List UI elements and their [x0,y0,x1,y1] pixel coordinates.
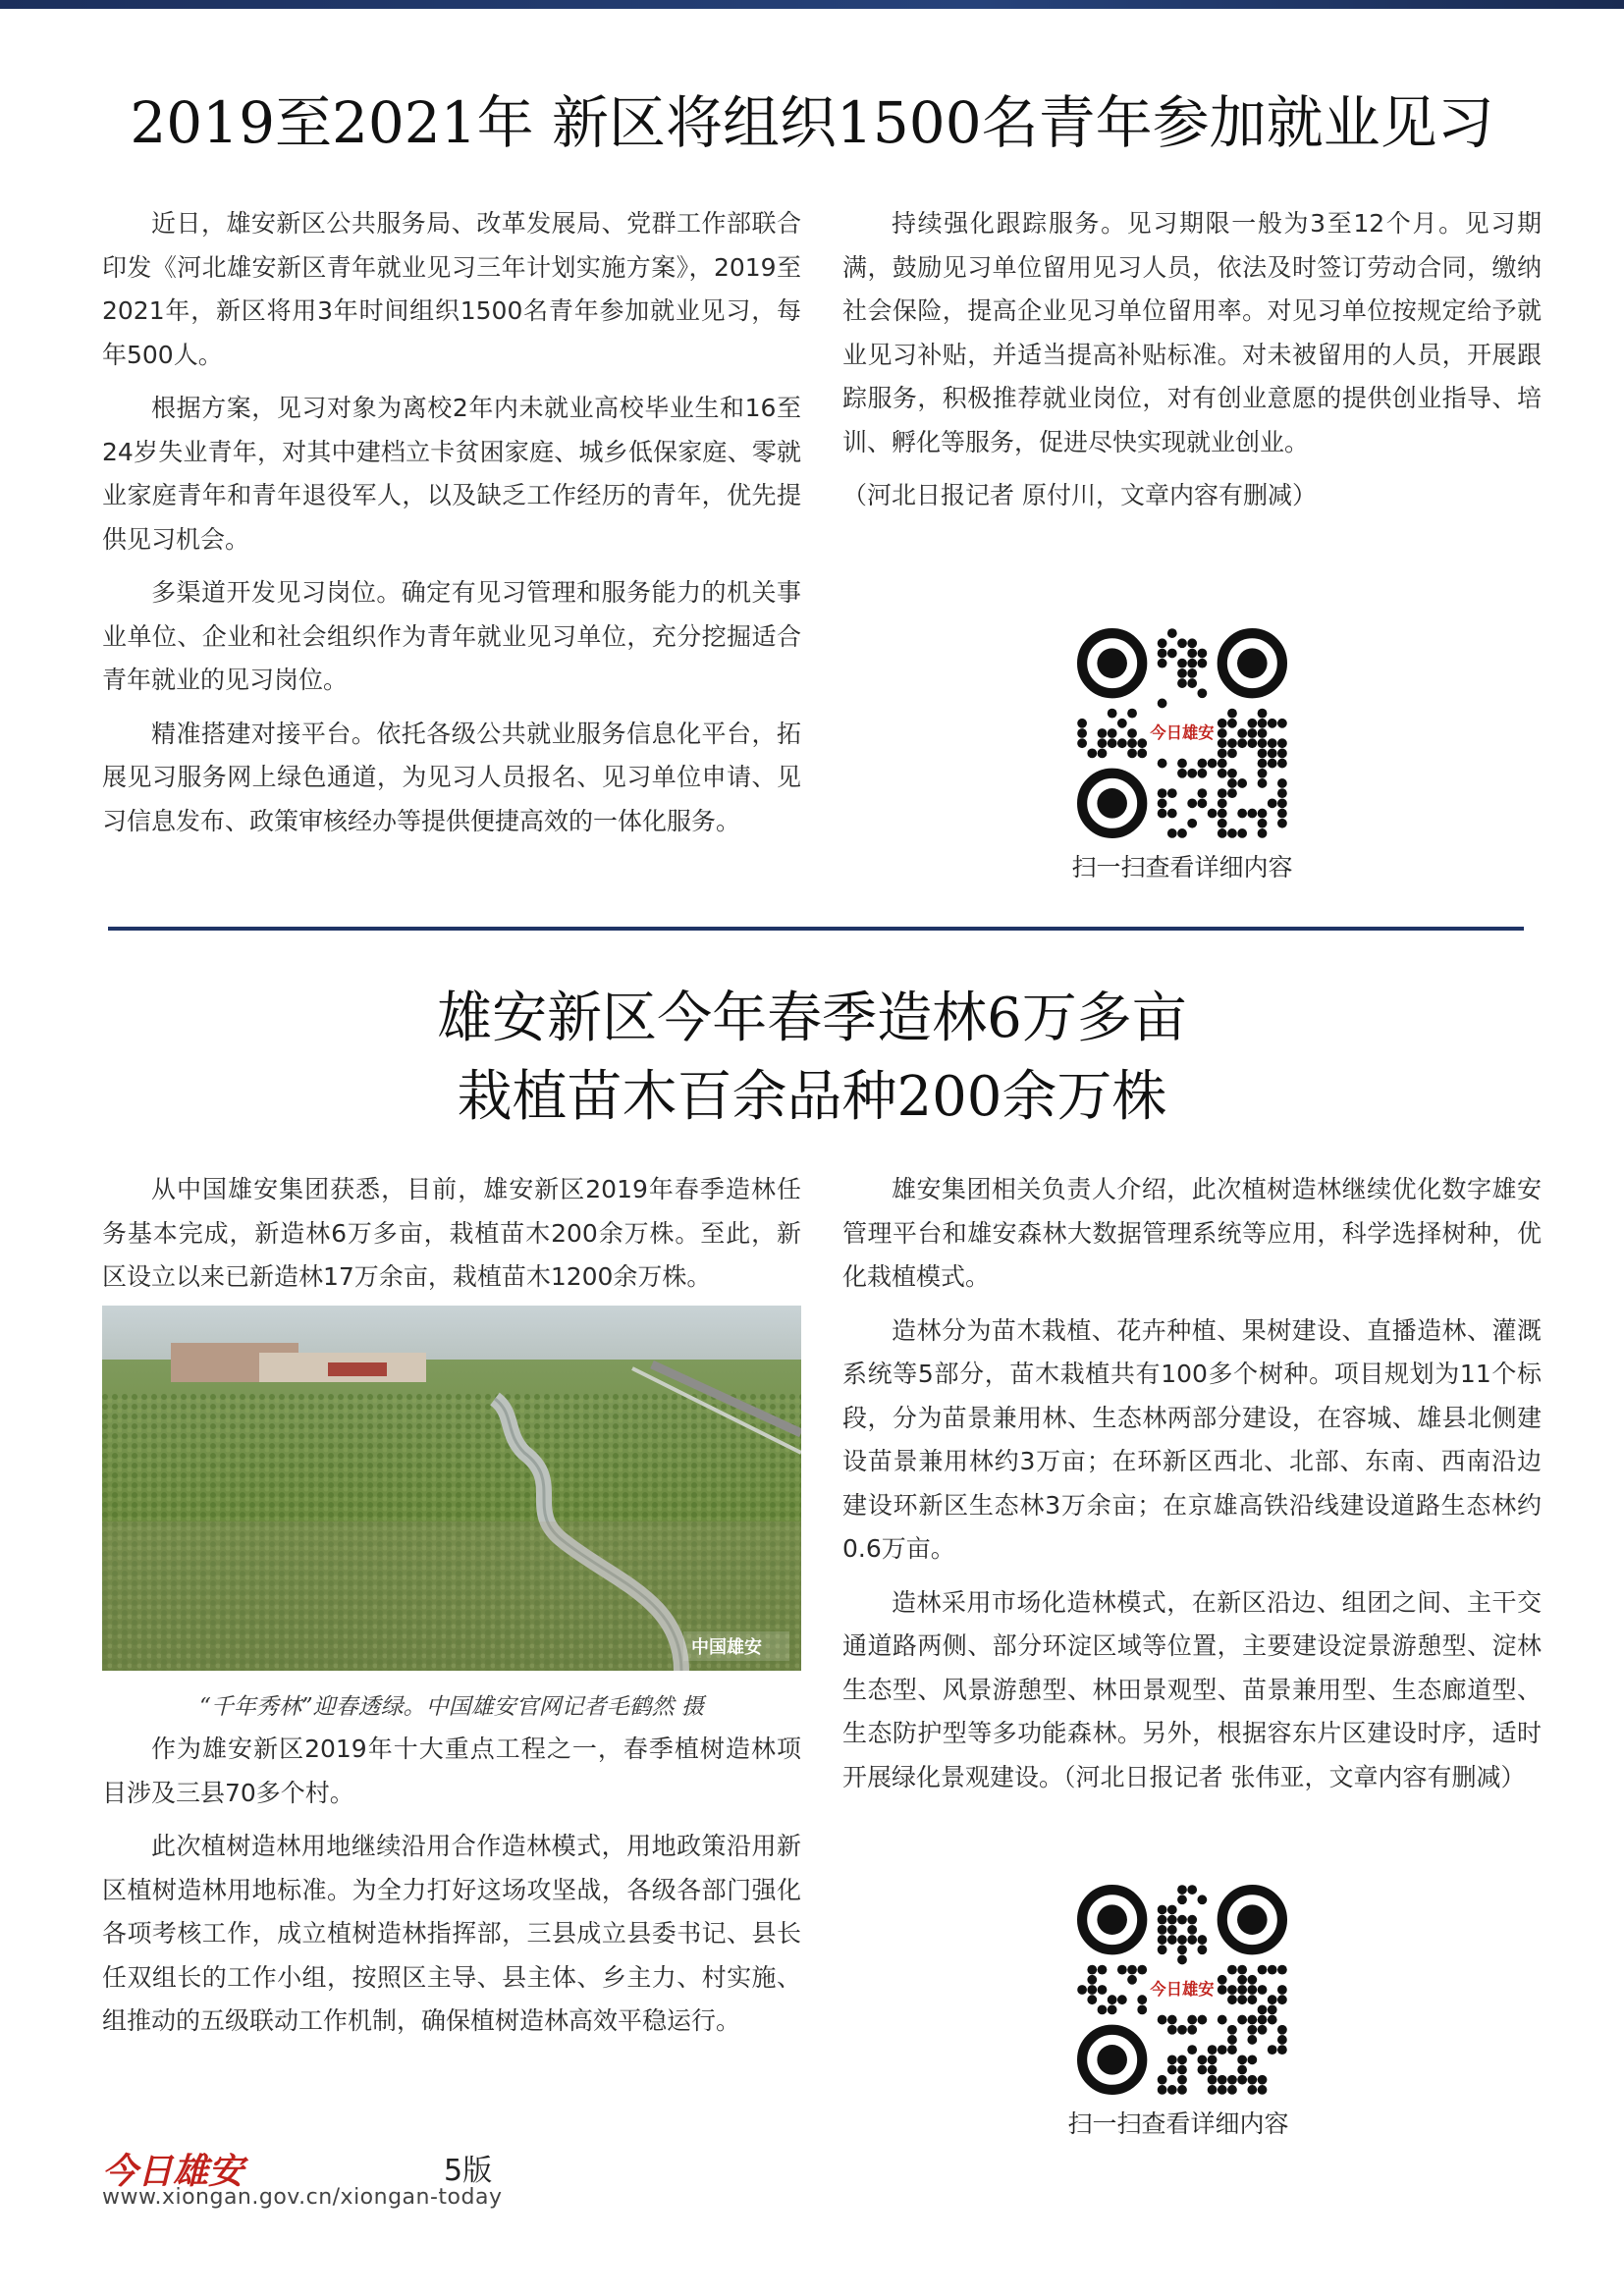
qr-module [1177,759,1187,769]
qr-module [1218,769,1227,778]
qr-finder-dot [1097,788,1127,819]
qr-module [1187,2045,1197,2055]
qr-module [1158,1935,1167,1945]
qr-module [1277,778,1287,788]
qr-module [1077,738,1087,748]
article2-title [0,980,1624,1137]
qr-module [1197,2015,1207,2025]
qr-module [1258,778,1268,788]
qr-module [1218,738,1227,748]
page-number: 5版 [444,2154,493,2188]
qr-module [1098,748,1108,758]
qr-module [1187,1925,1197,1935]
qr-module [1197,788,1207,798]
qr-module [1247,2055,1257,2064]
qr-module [1247,1995,1257,2004]
article2-paragraph: 雄安集团相关负责人介绍，此次植树造林继续优化数字雄安管理平台和雄安森林大数据管理系统等应用，科学选择树种，优化栽植模式。 [842,1175,1542,1291]
qr-module [1268,2045,1277,2055]
top-color-bar [0,0,1624,9]
qr-finder-dot [1237,1904,1268,1935]
article1-paragraph: 根据方案，见习对象为离校2年内未就业高校毕业生和16至24岁失业青年，对其中建档立卡贫困家庭、城乡低保家庭、零就业家庭青年和青年退役军人，以及缺乏工作经历的青年，优先提供见习机会。 [102,394,801,554]
article2-paragraph: 作为雄安新区2019年十大重点工程之一，春季植树造林项目涉及三县70多个村。 [102,1735,801,1807]
qr-module [1218,748,1227,758]
qr-module [1197,2055,1207,2064]
qr-module [1177,1915,1187,1925]
qr-module [1158,2085,1167,2095]
article2-title-line2: 栽植苗木百余品种200余万株 [457,1065,1167,1129]
article1-paragraph: 近日，雄安新区公共服务局、改革发展局、党群工作部联合印发《河北雄安新区青年就业见习三年计划实施方案》，2019至2021年，新区将用3年时间组织1500名青年参加就业见习，每年500人。 [102,209,801,369]
section-divider [108,927,1524,931]
qr-module [1218,828,1227,838]
qr-module [1177,2075,1187,2085]
qr-module [1268,798,1277,808]
qr-finder-dot [1237,648,1268,678]
qr-module [1077,719,1087,728]
qr-module [1117,1965,1127,1975]
qr-module [1268,2015,1277,2025]
qr-module [1158,798,1167,808]
qr-module [1208,809,1218,819]
qr-module [1098,2004,1108,2014]
qr-module [1237,1985,1247,1995]
qr-module [1237,1995,1247,2004]
qr-module [1218,788,1227,798]
qr-module [1177,668,1187,678]
qr-module [1137,1965,1147,1975]
qr-module [1218,2085,1227,2095]
qr-module [1137,748,1147,758]
article1-qr-code[interactable] [1077,628,1287,838]
qr-module [1187,2025,1197,2035]
qr-module [1227,2025,1237,2035]
qr-module [1177,659,1187,668]
qr-module [1197,1895,1207,1904]
qr-module [1258,2004,1268,2014]
qr-module [1277,2035,1287,2045]
qr-module [1127,709,1137,719]
qr-module [1158,2075,1167,2085]
qr-module [1098,1965,1108,1975]
qr-module [1167,2025,1177,2035]
article1-paragraph: 精准搭建对接平台。依托各级公共就业服务信息化平台，拓展见习服务网上绿色通道，为见习人员报名、见习单位申请、见习信息发布、政策审核经办等提供便捷高效的一体化服务。 [102,719,801,835]
article1-paragraph: 持续强化跟踪服务。见习期限一般为3至12个月。见习期满，鼓励见习单位留用见习人员，依法及时签订劳动合同，缴纳社会保险，提高企业见习单位留用率。对见习单位按规定给予就业见习补贴，并适当提高补贴标准。对未被留用的人员，开展跟踪服务，积极推荐就业岗位，对有创业意愿的提供创业指导、培训、孵化等服务，促进尽快实现就业创业。 [842,209,1542,456]
qr-module [1187,638,1197,648]
article2-paragraph: 此次植树造林用地继续沿用合作造林模式，用地政策沿用新区植树造林用地标准。为全力打好这场攻坚战，各级各部门强化各项考核工作，成立植树造林指挥部，三县成立县委书记、县长任双组长的工作小组，按照区主导、县主体、乡主力、村实施、组推动的五级联动工作机制，确保植树造林高效平稳运行。 [102,1832,801,2035]
qr-module [1127,1975,1137,1985]
qr-module [1237,809,1247,819]
qr-module [1268,738,1277,748]
qr-module [1167,809,1177,819]
qr-module [1268,2004,1277,2014]
qr-module [1227,769,1237,778]
qr-module [1158,649,1167,659]
qr-module [1277,809,1287,819]
article1-qr-caption: 扫一扫查看详细内容 [1071,853,1293,881]
qr-module [1167,1915,1177,1925]
qr-module [1258,769,1268,778]
qr-module [1258,828,1268,838]
qr-module [1237,1965,1247,1975]
qr-module [1258,2075,1268,2085]
qr-module [1117,1995,1127,2004]
forest-photo [102,1306,801,1671]
qr-module [1187,668,1197,678]
qr-module [1167,2015,1177,2025]
qr-module [1227,719,1237,728]
qr-module [1237,728,1247,738]
qr-module [1277,1965,1287,1975]
photo-caption: “千年秀林”迎春透绿。中国雄安官网记者毛鹤然 摄 [199,1694,704,1720]
qr-module [1218,728,1227,738]
qr-module [1197,688,1207,698]
qr-module [1077,728,1087,738]
qr-module [1187,649,1197,659]
qr-module [1177,1935,1187,1945]
qr-module [1208,2045,1218,2055]
qr-module [1187,819,1197,828]
qr-module [1237,828,1247,838]
qr-module [1087,1975,1097,1985]
article2-intro [102,1168,801,1309]
qr-module [1258,809,1268,819]
qr-module [1158,788,1167,798]
qr-module [1227,748,1237,758]
qr-module [1087,1985,1097,1995]
qr-module [1227,1995,1237,2004]
qr-module [1247,719,1257,728]
qr-module [1218,2015,1227,2025]
qr-module [1277,819,1287,828]
qr-module [1197,798,1207,808]
qr-module [1177,2085,1187,2095]
qr-module [1208,759,1218,769]
qr-module [1258,2085,1268,2095]
qr-module [1177,1895,1187,1904]
qr-module [1158,638,1167,648]
qr-module [1227,778,1237,788]
qr-center-label: 今日雄安 [1150,1980,1215,2000]
qr-module [1277,1995,1287,2004]
qr-module [1177,1885,1187,1895]
article1-right-column [842,202,1542,528]
qr-module [1127,738,1137,748]
qr-module [1237,778,1247,788]
qr-module [1108,1995,1117,2004]
qr-module [1177,769,1187,778]
qr-module [1158,759,1167,769]
qr-module [1158,1945,1167,1954]
qr-module [1208,2075,1218,2085]
qr-module [1247,2075,1257,2085]
qr-module [1197,759,1207,769]
qr-module [1177,638,1187,648]
qr-module [1227,738,1237,748]
qr-module [1187,678,1197,688]
qr-module [1218,809,1227,819]
qr-module [1187,1935,1197,1945]
article2-qr-code[interactable] [1077,1885,1287,2095]
qr-module [1258,738,1268,748]
article1-credit: （河北日报记者 原付川，文章内容有删减） [842,481,1317,509]
qr-module [1237,2075,1247,2085]
qr-module [1177,2055,1187,2064]
qr-module [1187,1915,1197,1925]
qr-module [1098,728,1108,738]
qr-module [1098,1985,1108,1995]
qr-module [1258,2015,1268,2025]
qr-module [1197,2065,1207,2075]
qr-module [1187,769,1197,778]
qr-module [1258,748,1268,758]
qr-module [1167,828,1177,838]
qr-module [1258,719,1268,728]
qr-module [1247,809,1257,819]
qr-module [1208,2065,1218,2075]
qr-module [1098,738,1108,748]
qr-module [1087,1995,1097,2004]
qr-module [1167,788,1177,798]
qr-module [1237,2015,1247,2025]
footer-url[interactable]: www.xiongan.gov.cn/xiongan-today [102,2185,503,2210]
article2-intro-paragraph: 从中国雄安集团获悉，目前，雄安新区2019年春季造林任务基本完成，新造林6万多亩，栽植苗木200余万株。至此，新区设立以来已新造林17万余亩，栽植苗木1200余万株。 [102,1175,801,1291]
qr-module [1167,2065,1177,2075]
qr-module [1177,678,1187,688]
qr-module [1187,2015,1197,2025]
qr-module [1158,1925,1167,1935]
qr-module [1218,798,1227,808]
article2-paragraph: 造林分为苗木栽植、花卉种植、果树建设、直播造林、灌溉系统等5部分，苗木栽植共有100多个树种。项目规划为11个标段，分为苗景兼用林、生态林两部分建设，在容城、雄县北侧建设苗景兼用林约3万亩；在环新区西北、北部、东南、西南沿边建设环新区生态林3万余亩；在京雄高铁沿线建设道路生态林约0.6万亩。 [842,1315,1542,1563]
qr-module [1258,1965,1268,1975]
qr-module [1247,738,1257,748]
qr-module [1258,709,1268,719]
qr-finder-dot [1097,1904,1127,1935]
qr-module [1277,2025,1287,2035]
qr-module [1277,748,1287,758]
qr-module [1117,738,1127,748]
qr-module [1108,728,1117,738]
qr-module [1227,2085,1237,2095]
qr-module [1167,1905,1177,1915]
qr-module [1227,788,1237,798]
forest-photo-image [102,1306,801,1671]
qr-module [1077,1985,1087,1995]
qr-module [1158,699,1167,709]
qr-module [1277,719,1287,728]
qr-finder-dot [1097,2045,1127,2075]
qr-module [1247,728,1257,738]
qr-module [1167,2085,1177,2095]
qr-module [1208,2055,1218,2064]
qr-module [1247,2025,1257,2035]
qr-module [1208,2085,1218,2095]
qr-module [1127,1965,1137,1975]
qr-module [1127,748,1137,758]
qr-module [1108,738,1117,748]
qr-module [1237,738,1247,748]
qr-module [1197,1945,1207,1954]
qr-module [1087,748,1097,758]
qr-module [1247,2085,1257,2095]
qr-module [1247,2015,1257,2025]
qr-module [1167,1925,1177,1935]
qr-module [1197,659,1207,668]
qr-module [1258,2025,1268,2035]
qr-module [1197,649,1207,659]
qr-module [1177,2025,1187,2035]
qr-module [1218,2045,1227,2055]
qr-module [1247,1975,1257,1985]
qr-module [1137,1995,1147,2004]
qr-module [1227,709,1237,719]
qr-module [1167,2055,1177,2064]
qr-module [1237,2065,1247,2075]
qr-module [1187,798,1197,808]
article2-paragraph: 造林采用市场化造林模式，在新区沿边、组团之间、主干交通道路两侧、部分环淀区域等位置，主要建设淀景游憩型、淀林生态型、风景游憩型、林田景观型、苗景兼用型、生态廊道型、生态防护型等多功能森林。另外，根据容东片区建设时序，适时开展绿化景观建设。（河北日报记者 张伟亚，文章内容有删减） [842,1587,1542,1791]
qr-module [1268,748,1277,758]
article2-qr-caption: 扫一扫查看详细内容 [1067,2109,1289,2138]
qr-module [1227,2075,1237,2085]
qr-module [1137,738,1147,748]
qr-module [1108,709,1117,719]
qr-module [1277,1985,1287,1995]
qr-module [1227,828,1237,838]
qr-module [1177,828,1187,838]
article2-left-column [102,1728,801,2054]
qr-module [1227,2045,1237,2055]
qr-module [1158,2015,1167,2025]
qr-module [1087,1965,1097,1975]
qr-module [1237,2055,1247,2064]
qr-module [1177,1945,1187,1954]
qr-module [1277,788,1287,798]
qr-module [1218,759,1227,769]
qr-module [1227,1985,1237,1995]
qr-module [1237,1975,1247,1985]
qr-module [1197,1935,1207,1945]
qr-module [1158,659,1167,668]
qr-module [1158,1905,1167,1915]
footer-logo: 今日雄安 [102,2151,244,2192]
qr-module [1227,2035,1237,2045]
qr-finder-dot [1097,648,1127,678]
qr-module [1218,1975,1227,1985]
qr-module [1277,738,1287,748]
article1-left-column [102,202,801,853]
qr-module [1187,659,1197,668]
article2-title-line1: 雄安新区今年春季造林6万多亩 [437,987,1187,1050]
qr-module [1127,728,1137,738]
qr-module [1268,1995,1277,2004]
qr-module [1117,719,1127,728]
qr-module [1268,1965,1277,1975]
qr-module [1158,809,1167,819]
qr-module [1218,2075,1227,2085]
qr-module [1177,2065,1187,2075]
qr-module [1247,2035,1257,2045]
qr-module [1258,1985,1268,1995]
photo-watermark: 中国雄安 [691,1637,762,1658]
qr-module [1218,1985,1227,1995]
qr-module [1247,1985,1257,1995]
qr-module [1258,759,1268,769]
qr-module [1187,1885,1197,1895]
qr-module [1218,719,1227,728]
qr-module [1218,819,1227,828]
qr-module [1197,769,1207,778]
qr-module [1167,1935,1177,1945]
qr-module [1258,728,1268,738]
qr-module [1277,798,1287,808]
qr-module [1177,1955,1187,1965]
qr-module [1227,1965,1237,1975]
qr-module [1268,719,1277,728]
qr-center-label: 今日雄安 [1150,723,1215,743]
qr-module [1268,759,1277,769]
qr-module [1158,1915,1167,1925]
article1-title: 2019至2021年 新区将组织1500名青年参加就业见习 [130,89,1494,156]
qr-module [1167,628,1177,638]
article1-paragraph: 多渠道开发见习岗位。确定有见习管理和服务能力的机关事业单位、企业和社会组织作为青年就业见习单位，充分挖掘适合青年就业的见习岗位。 [102,578,801,694]
qr-module [1137,2004,1147,2014]
qr-module [1258,819,1268,828]
qr-module [1277,759,1287,769]
qr-module [1277,2045,1287,2055]
article2-right-column [842,1168,1542,1809]
qr-module [1108,2004,1117,2014]
qr-module [1167,649,1177,659]
